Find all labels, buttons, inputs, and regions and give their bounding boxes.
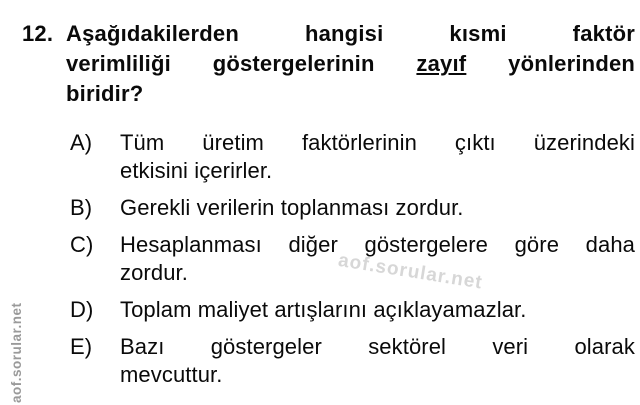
question-block bbox=[22, 19, 636, 109]
underlined-term: zayıf bbox=[416, 51, 467, 76]
question-line-2 bbox=[66, 49, 635, 79]
option-letter-b: B) bbox=[70, 195, 93, 220]
question-line-3: biridir? bbox=[66, 81, 144, 106]
option-letter-c: C) bbox=[70, 232, 94, 257]
option-letter-e: E) bbox=[70, 334, 93, 359]
option-text-e bbox=[120, 333, 635, 389]
option-c-line-2: zordur. bbox=[120, 260, 188, 285]
options-list bbox=[70, 129, 636, 398]
option-letter-d: D) bbox=[70, 297, 94, 322]
option-row-c bbox=[70, 231, 636, 287]
option-text-b bbox=[120, 194, 635, 222]
option-c-line-1: Hesaplanması diğer göstergelere göre daha bbox=[120, 232, 635, 257]
option-b-line-1: Gerekli verilerin toplanması zordur. bbox=[120, 195, 464, 220]
option-e-line-2: mevcuttur. bbox=[120, 362, 223, 387]
option-e-line-1: Bazı göstergeler sektörel veri olarak bbox=[120, 334, 635, 359]
option-text-c bbox=[120, 231, 635, 287]
option-a-line-2: etkisini içerirler. bbox=[120, 158, 273, 183]
question-line-2-pre: verimliliği göstergelerinin bbox=[66, 51, 375, 76]
option-text-d bbox=[120, 296, 635, 324]
option-row-e bbox=[70, 333, 636, 389]
option-text-a bbox=[120, 129, 635, 185]
watermark-center: aof.sorular.net bbox=[336, 250, 485, 294]
question-line-2-post: yönlerinden bbox=[508, 51, 636, 76]
option-letter-a: A) bbox=[70, 130, 93, 155]
question-line-1: Aşağıdakilerden hangisi kısmi faktör bbox=[66, 21, 635, 46]
option-row-d bbox=[70, 296, 636, 324]
option-d-line-1: Toplam maliyet artışlarını açıklayamazlar. bbox=[120, 297, 527, 322]
question-text bbox=[66, 19, 635, 109]
option-row-b bbox=[70, 194, 636, 222]
option-row-a bbox=[70, 129, 636, 185]
option-a-line-1: Tüm üretim faktörlerinin çıktı üzerindeki bbox=[120, 130, 635, 155]
question-number: 12. bbox=[22, 21, 54, 46]
watermark-left-vertical: aof.sorular.net bbox=[9, 302, 24, 403]
